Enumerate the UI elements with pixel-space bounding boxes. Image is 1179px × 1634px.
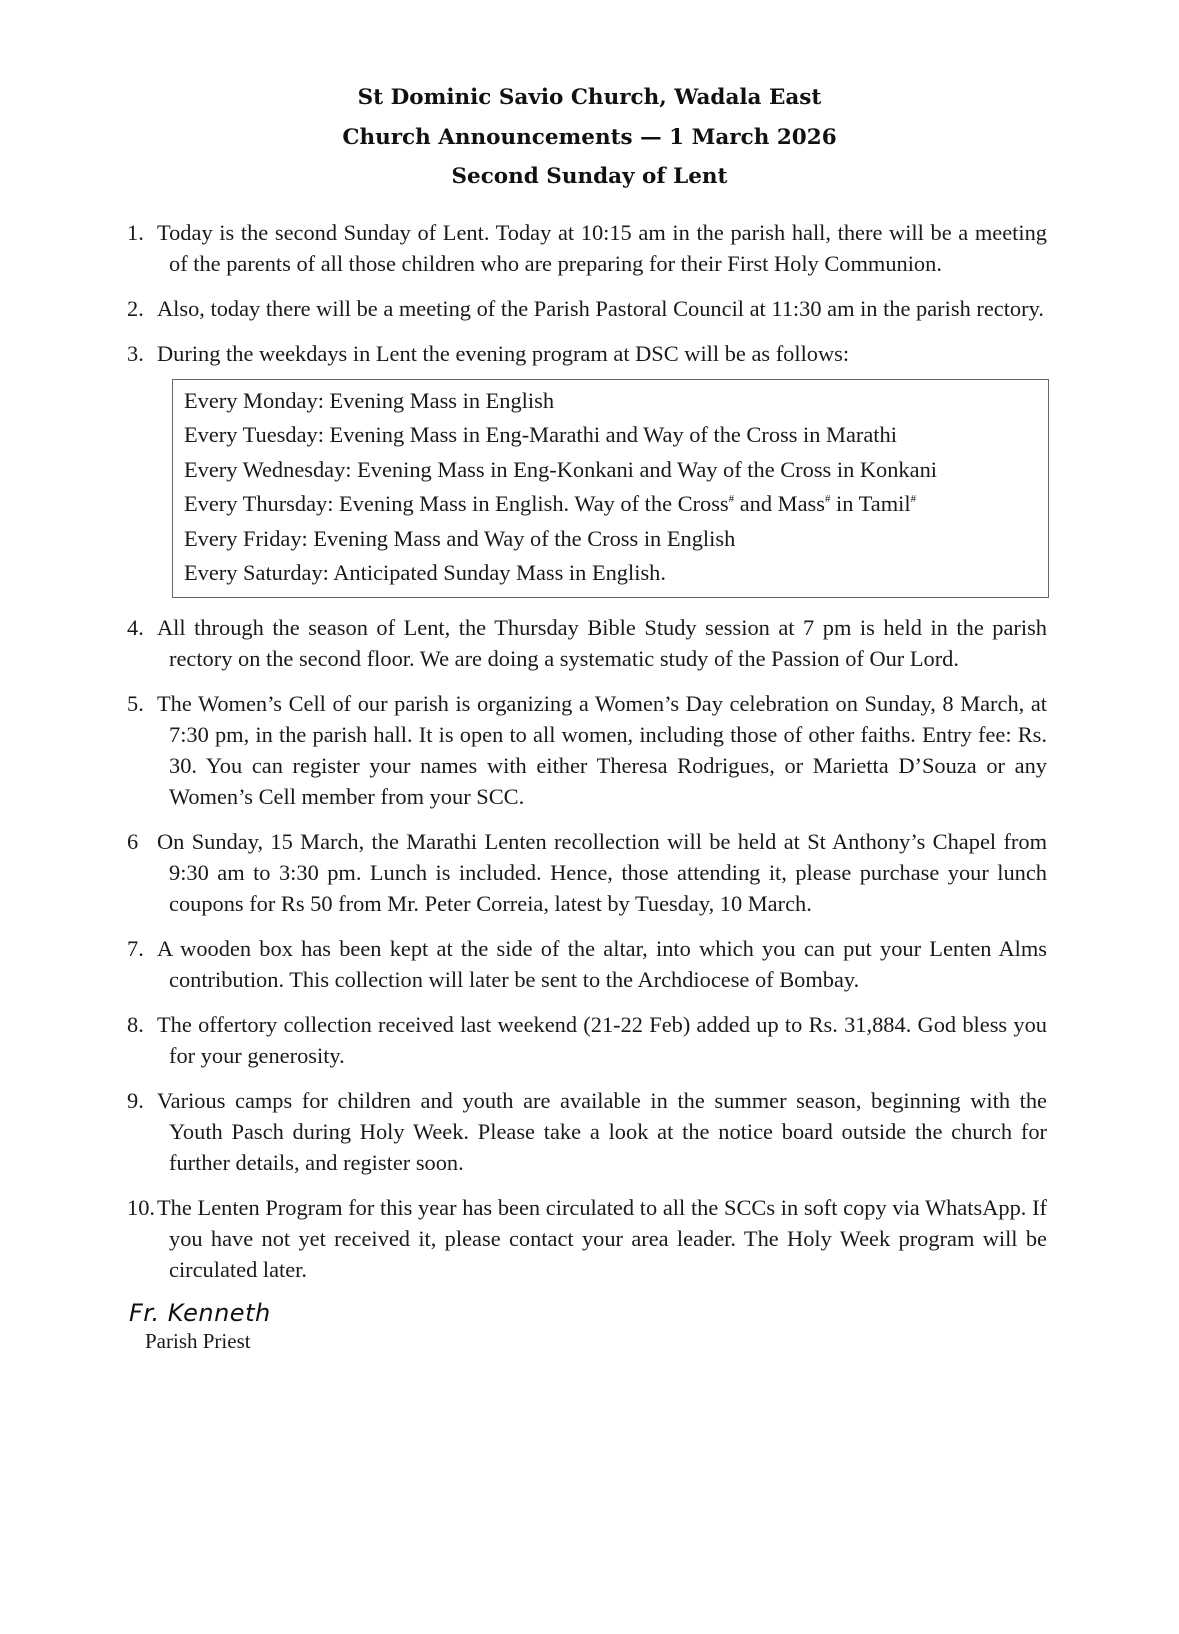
signature-name: Fr. Kenneth [129, 1298, 271, 1327]
thursday-text-3: in Tamil [830, 491, 911, 516]
thursday-text-2: and Mass [734, 491, 825, 516]
liturgical-day: Second Sunday of Lent [451, 164, 728, 189]
item-text: During the weekdays in Lent the evening program at DSC will be as follows: [157, 340, 850, 366]
announcement-item [127, 933, 1047, 995]
item-text: All through the season of Lent, the Thursday Bible Study session at 7 pm is held in the parish rectory on the second floor. We are doing a systematic study of the Passion of Our Lord. [157, 614, 1047, 671]
announcement-item [127, 1192, 1047, 1285]
document-header [0, 78, 1179, 197]
schedule-thursday [184, 487, 1037, 522]
announcement-item [127, 1009, 1047, 1071]
signatory-title: Parish Priest [145, 1328, 251, 1353]
item-text: Today is the second Sunday of Lent. Today at 10:15 am in the parish hall, there will be a meeting of the parents of all those children who are preparing for their First Holy Communion. [157, 219, 1047, 276]
announcement-item [127, 612, 1047, 674]
item-number: 5. [127, 690, 144, 716]
item-text: Various camps for children and youth are available in the summer season, beginning with the Youth Pasch during Holy Week. Please take a look at the notice board outside the church for further details, and register soon. [157, 1087, 1047, 1175]
schedule-monday: Every Monday: Evening Mass in English [184, 387, 555, 413]
item-text: Also, today there will be a meeting of the Parish Pastoral Council at 11:30 am in the parish rectory. [157, 295, 1044, 321]
item-text: The Lenten Program for this year has been circulated to all the SCCs in soft copy via WhatsApp. If you have not yet received it, please contact your area leader. The Holy Week program will be circulated later. [157, 1194, 1047, 1282]
item-number: 2. [127, 295, 144, 321]
thursday-text-1: Every Thursday: Evening Mass in English. Way of the Cross [184, 491, 729, 516]
schedule-saturday: Every Saturday: Anticipated Sunday Mass in English. [184, 560, 666, 585]
item-text: The Women’s Cell of our parish is organizing a Women’s Day celebration on Sunday, 8 March, at 7:30 pm, in the parish hall. It is open to all women, including those of other faiths. Entry fee: Rs. 30. You can register your names with either Theresa Rodrigues, or Marietta D’Souza or any Women’s Cell member from your SCC. [157, 690, 1047, 809]
signature-block [129, 1299, 1179, 1394]
footnote-mark: # [910, 493, 917, 505]
announcement-list [127, 217, 1047, 1285]
item-text: The offertory collection received last weekend (21-22 Feb) added up to Rs. 31,884. God bless you for your generosity. [157, 1011, 1047, 1068]
footnote-mark: # [824, 493, 831, 505]
footnote-mark: # [728, 493, 735, 505]
weekday-schedule-box [172, 379, 1049, 598]
announcement-item [127, 1085, 1047, 1178]
item-number: 4. [127, 614, 144, 640]
announcement-item [127, 217, 1047, 279]
item-number: 10. [127, 1194, 155, 1220]
schedule-wednesday: Every Wednesday: Evening Mass in Eng-Konkani and Way of the Cross in Konkani [184, 456, 937, 482]
item-text: On Sunday, 15 March, the Marathi Lenten recollection will be held at St Anthony’s Chapel from 9:30 am to 3:30 pm. Lunch is included. Hence, those attending it, please purchase your lunch coupons for Rs 50 from Mr. Peter Correia, latest by Tuesday, 10 March. [157, 828, 1047, 916]
announcement-item [127, 688, 1047, 812]
item-text: A wooden box has been kept at the side of the altar, into which you can put your Lenten Alms contribution. This collection will later be sent to the Archdiocese of Bombay. [157, 935, 1047, 992]
item-number: 9. [127, 1087, 144, 1113]
schedule-friday: Every Friday: Evening Mass and Way of the Cross in English [184, 525, 736, 551]
schedule-tuesday: Every Tuesday: Evening Mass in Eng-Marathi and Way of the Cross in Marathi [184, 422, 897, 447]
item-number: 7. [127, 935, 144, 961]
announcement-item [127, 293, 1047, 324]
item-number: 8. [127, 1011, 144, 1037]
announcement-item [127, 826, 1047, 919]
document-title: Church Announcements — 1 March 2026 [342, 124, 837, 150]
item-number: 6 [127, 828, 139, 854]
item-number: 1. [127, 219, 144, 245]
church-name: St Dominic Savio Church, Wadala East [357, 85, 822, 110]
announcement-item [127, 338, 1047, 598]
item-number: 3. [127, 340, 144, 366]
